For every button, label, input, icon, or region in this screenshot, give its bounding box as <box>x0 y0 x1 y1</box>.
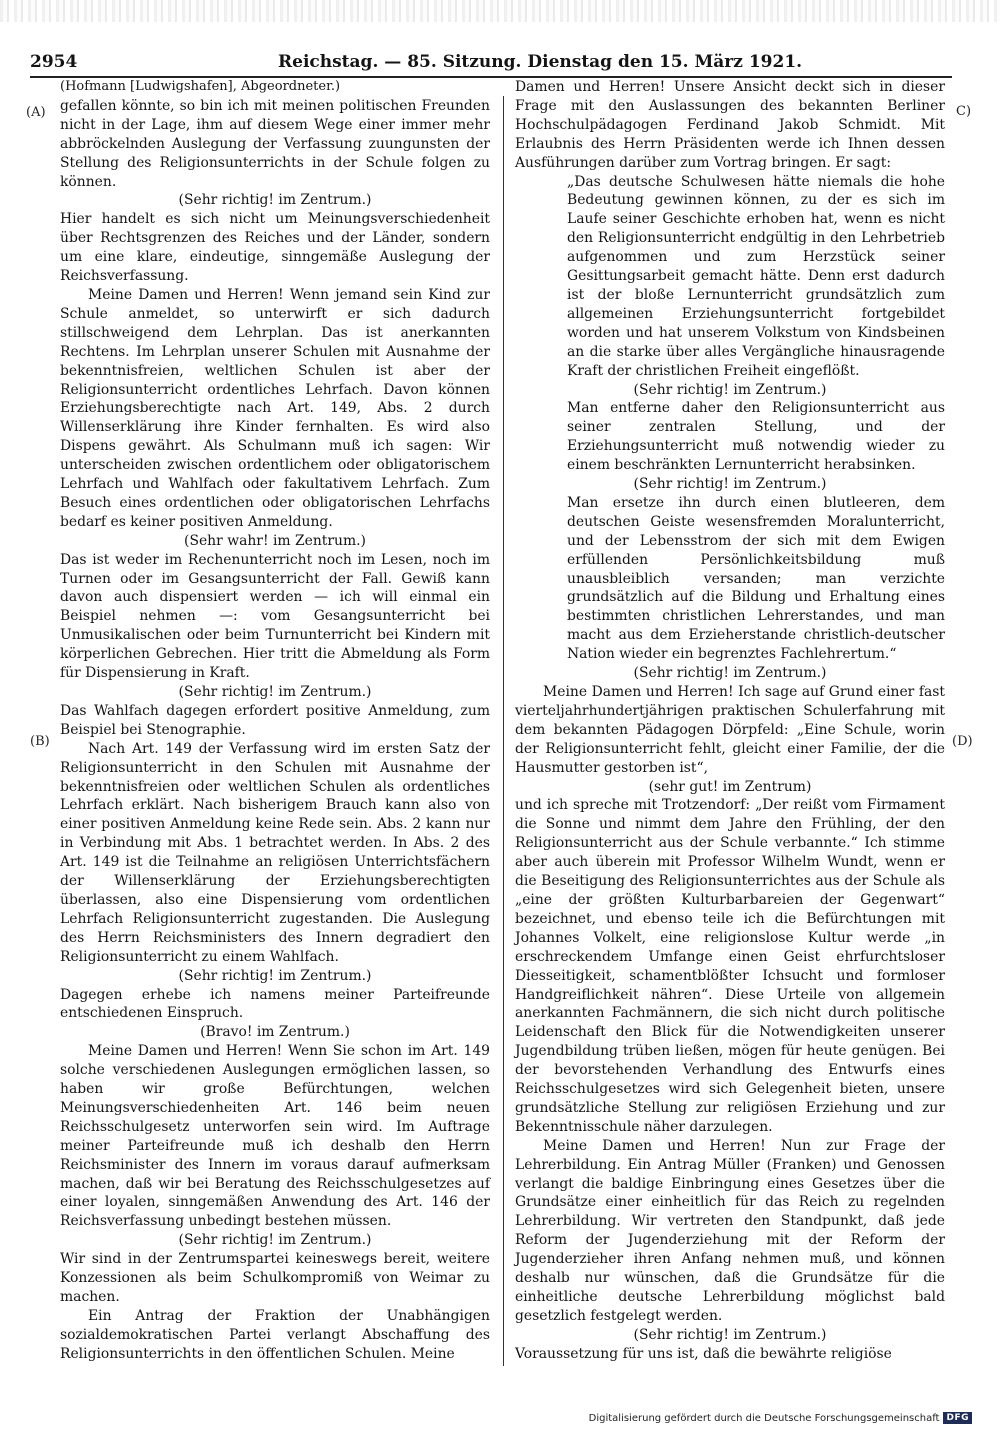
interjection: (Sehr richtig! im Zentrum.) <box>633 1326 827 1343</box>
paragraph: und ich spreche mit Trotzendorf: „Der reißt vom Firmament die Sonne und nimmt dem Jahre den Frühling, der den Religionsunterricht aus der Schule verbannte.“ Ich stimme aber auch überein mit Professor Wilhelm Wundt, wenn er die Beseitigung des Religionsunterrichtes aus der Schule als „eine der größten Kulturbarbareien der Gegenwart“ bezeichnet, und ebenso teile ich die Befürchtungen mit Johannes Volkelt, eine religionslose Kultur werde „in erschreckendem Umfange einen Geist ehrfurchtsloser Diesseitigkeit, schamentblößter Ichsucht und formloser Handgreiflichkeit nähren“. Diese Urteile von allgemein anerkannten Fachmännern, die sich nicht durch politische Leidenschaft den Blick für die Notwendigkeiten unserer Jugendbildung trüben ließen, mögen für heute genügen. Bei der bevorstehenden Verhandlung des Entwurfs eines Reichsschulgesetzes wird sich Gelegenheit bieten, unsere grundsätzliche Stellung zur religiösen Erziehung und zur Bekenntnisschule näher darzulegen. <box>515 797 945 1135</box>
interjection: (Bravo! im Zentrum.) <box>200 1024 350 1041</box>
page-header <box>30 52 952 76</box>
paragraph: Meine Damen und Herren! Nun zur Frage der Lehrerbildung. Ein Antrag Müller (Franken) und Genossen verlangt die baldige Einbringung eines Gesetzes über die Grundsätze einer einheitlich für das Reich zu regelnden Lehrerbildung. Wir vertreten den Standpunkt, daß jede Reform der Jugenderziehung mit der Reform der Jugenderzieher ihren Anfang nehmen muß, und können deshalb nur wünschen, daß die Grundsätze für die einheitliche deutsche Lehrerbildung möglichst bald gesetzlich festgelegt werden. <box>515 1137 945 1324</box>
margin-marker-a: (A) <box>26 105 46 120</box>
paragraph: Voraussetzung für uns ist, daß die bewährte religiöse <box>515 1345 892 1362</box>
interjection: (sehr gut! im Zentrum) <box>648 778 812 795</box>
paragraph: Damen und Herren! Unsere Ansicht deckt sich in dieser Frage mit den Auslassungen des bekannten Berliner Hochschulpädagogen Ferdinand Jakob Schmidt. Mit Erlaubnis des Herrn Präsidenten werde ich Ihnen dessen Ausführungen darüber zum Vortrag bringen. Er sagt: <box>515 79 945 171</box>
interjection: (Sehr richtig! im Zentrum.) <box>178 1232 372 1249</box>
paragraph: Meine Damen und Herren! Ich sage auf Grund einer fast vierteljahrhundertjährigen praktischen Schulerfahrung mit dem bekannten Pädagogen Dörpfeld: „Eine Schule, worin der Religionsunterricht fehlt, gleicht einer Familie, der die Hausmutter gestorben ist“, <box>515 684 945 776</box>
interjection: (Sehr richtig! im Zentrum.) <box>178 684 372 700</box>
paragraph: Hier handelt es sich nicht um Meinungsverschiedenheit über Rechtsgrenzen des Reiches und der Länder, sondern um eine klare, eindeutige, sinngemäße Auslegung der Reichsverfassung. <box>60 211 490 285</box>
page-number: 2954 <box>30 52 78 72</box>
paragraph: Ein Antrag der Fraktion der Unabhängigen sozialdemokratischen Partei verlangt Abschaffung des Religionsunterrichts in den öffentlichen Schulen. Meine <box>60 1307 490 1362</box>
running-title: Reichstag. — 85. Sitzung. Dienstag den 15. März 1921. <box>278 52 803 72</box>
interjection: (Sehr wahr! im Zentrum.) <box>184 532 366 549</box>
quoted-passage: Man ersetze ihn durch einen blutleeren, dem deutschen Geiste wesensfremden Moralunterricht, und der Lebensstrom der sich mit dem Ewigen erfüllenden Persönlichkeitsbildung muß unausbleiblich versanden; man verzichte grundsätzlich auf die Bildung und Erhaltung eines bestimmten christlichen Lehrerstandes, und man macht aus dem Erzieherstande christlich-deutscher Nation wieder ein begrenztes Fachlehrertum.“ <box>567 494 945 663</box>
paragraph: gefallen könnte, so bin ich mit meinen politischen Freunden nicht in der Lage, ihm auf diesem Wege einer immer mehr abbröckelnden Auslegung der Verfassung zuungunsten der Stellung des Religionsunterrichts in der Schule folgen zu können. <box>60 97 490 190</box>
paragraph: Meine Damen und Herren! Wenn jemand sein Kind zur Schule anmeldet, so unterwirft er sich dadurch stillschweigend dem Lehrplan. Das ist anerkannten Rechtens. Im Lehrplan unserer Schulen mit Ausnahme der bekenntnisfreien, weltlichen Schulen ist aber der Religionsunterricht ordentliches Lehrfach. Davon können Erziehungsberechtigte nach Art. 149, Abs. 2 durch Willenserklärung ihre Kinder fernhalten. Es wird also Dispens gewährt. Als Schulmann muß ich sagen: Wir unterscheiden zwischen ordentlichem oder obligatorischem Lehrfach und Wahlfach oder fakultativem Lehrfach. Zum Besuch eines ordentlichen oder obligatorischen Lehrfachs bedarf es keiner positiven Anmeldung. <box>60 286 490 530</box>
scan-edge-noise <box>0 0 1000 22</box>
paragraph: Das ist weder im Rechenunterricht noch im Lesen, noch im Turnen oder im Gesangsunterricht der Fall. Gewiß kann davon auch dispensiert werden — ich will einmal ein Beispiel nehmen —: vom Gesangsunterricht bei Unmusikalischen oder beim Turnunterricht bei Kindern mit körperlichen Gebrechen. Hier tritt die Abmeldung als Form für Dispensierung in Kraft. <box>60 551 490 682</box>
interjection: (Sehr richtig! im Zentrum.) <box>633 476 827 493</box>
quoted-passage: Man entferne daher den Religionsunterricht aus seiner zentralen Stellung, und der Erziehungsunterricht muß notwendig wieder zu einem beschränkten Lernunterricht herabsinken. <box>567 400 945 474</box>
speaker-label: (Hofmann [Ludwigshafen], Abgeordneter.) <box>60 79 341 94</box>
paragraph: Das Wahlfach dagegen erfordert positive Anmeldung, zum Beispiel bei Stenographie. <box>60 702 490 738</box>
paragraph: Meine Damen und Herren! Wenn Sie schon im Art. 149 solche verschiedenen Auslegungen ermöglichen lassen, so haben wir große Befürchtungen, welchen Meinungsverschiedenheiten Art. 146 beim neuen Reichsschulgesetz unterworfen sein wird. Im Auftrage meiner Parteifreunde muß ich deshalb den Herrn Reichsminister des Innern im voraus darauf aufmerksam machen, daß wir bei Beratung des Reichsschulgesetzes auf einer loyalen, sinngemäßen Anwendung des Art. 146 der Reichsverfassung unbedingt bestehen müssen. <box>60 1043 490 1230</box>
right-column <box>515 78 945 1364</box>
digitization-credit: Digitalisierung gefördert durch die Deutsche Forschungsgemeinschaft <box>588 1412 940 1424</box>
paragraph: Wir sind in der Zentrumspartei keineswegs bereit, weitere Konzessionen als beim Schulkompromiß von Weimar zu machen. <box>60 1251 490 1305</box>
paragraph: Dagegen erhebe ich namens meiner Parteifreunde entschiedenen Einspruch. <box>60 986 490 1022</box>
dfg-logo-icon: DFG <box>943 1412 972 1424</box>
page-footer <box>589 1410 972 1426</box>
quoted-passage: „Das deutsche Schulwesen hätte niemals die hohe Bedeutung gewinnen können, zu der es sich im Laufe seiner Geschichte erhoben hat, wenn es nicht den Religionsunterricht endgültig in den Lehrbetrieb aufgenommen und zum Herzstück seiner Gesittungsarbeit gemacht hätte. Denn erst dadurch ist der bloße Lernunterricht grundsätzlich zum allgemeinen Erziehungsunterricht fortgebildet worden und hat unserem Volkstum von Kindsbeinen an die starke über alles Vergängliche hinausragende Kraft der christlichen Freiheit eingeflößt. <box>567 173 945 379</box>
column-divider <box>503 96 504 1366</box>
paragraph: Nach Art. 149 der Verfassung wird im ersten Satz der Religionsunterricht in den Schulen mit Ausnahme der bekenntnisfreien oder weltlichen Schulen als ordentliches Lehrfach erklärt. Nach bisherigem Brauch kann also von einer positiven Anmeldung keine Rede sein. Abs. 2 kann nur in Verbindung mit Abs. 1 betrachtet werden. In Abs. 2 des Art. 149 ist die Teilnahme an religiösen Unterrichtsfächern der Willenserklärung der Erziehungsberechtigten überlassen, also eine Dispensierung vom ordentlichen Lehrfach Religionsunterricht zugestanden. Die Auslegung des Herrn Reichsministers des Innern degradiert den Religionsunterricht zu einem Wahlfach. <box>60 740 490 965</box>
interjection: (Sehr richtig! im Zentrum.) <box>178 967 372 984</box>
interjection: (Sehr richtig! im Zentrum.) <box>633 665 827 682</box>
left-column <box>60 78 490 1364</box>
margin-marker-d: (D) <box>952 734 973 749</box>
interjection: (Sehr richtig! im Zentrum.) <box>633 381 827 398</box>
margin-marker-c: C) <box>956 104 972 119</box>
interjection: (Sehr richtig! im Zentrum.) <box>178 192 372 209</box>
margin-marker-b: (B) <box>30 734 50 749</box>
